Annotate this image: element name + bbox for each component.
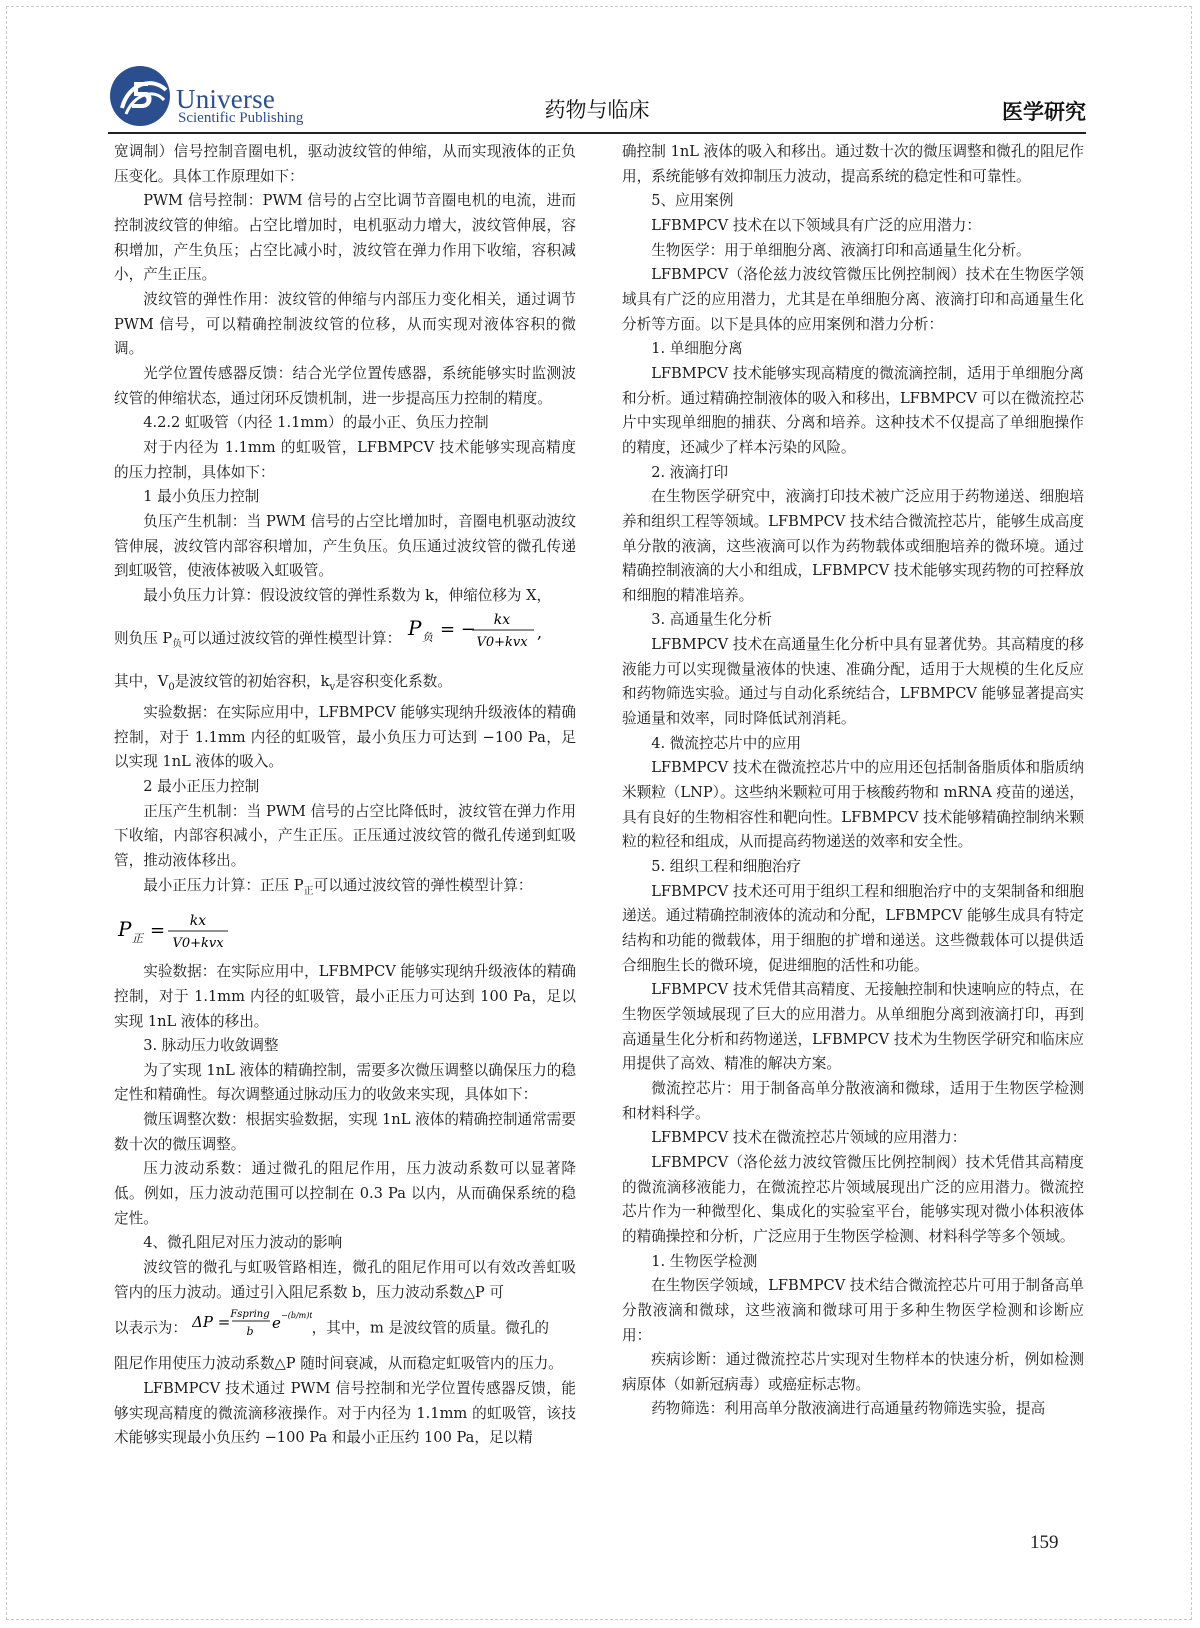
svg-text:,: ,	[536, 623, 542, 643]
paragraph: 确控制 1nL 液体的吸入和移出。通过数十次的微压调整和微孔的阻尼作用，系统能够有效抑制压力波动，提高系统的稳定性和可靠性。	[622, 143, 1084, 185]
formula-exp-power: −(b/m)t	[280, 1311, 312, 1321]
paragraph: LFBMPCV 技术在微流控芯片领域的应用潜力：	[651, 1129, 967, 1147]
formula-operator: = −	[439, 619, 476, 641]
text-run: 以表示为：	[114, 1319, 187, 1337]
formula-exp-base: e	[271, 1314, 281, 1333]
paragraph: 压力波动系数：通过微孔的阻尼作用，压力波动系数可以显著降低。例如，压力波动范围可以控制在 0.3 Pa 以内，从而确保系统的稳定性。	[114, 1160, 576, 1227]
paragraph	[114, 874, 576, 905]
formula-denominator: b	[246, 1325, 254, 1339]
formula-numerator: kx	[189, 913, 207, 930]
formula-denominator: V0+kvx	[172, 936, 224, 952]
text-run: 可以通过波纹管的弹性模型计算：	[182, 630, 402, 648]
paragraph: 疾病诊断：通过微流控芯片实现对生物样本的快速分析，例如检测病原体（如新冠病毒）或癌症标志物。	[622, 1351, 1084, 1393]
logo-subtitle: Scientific Publishing	[178, 110, 304, 126]
paragraph: 药物筛选：利用高单分散液滴进行高通量药物筛选实验，提高	[651, 1400, 1046, 1418]
paragraph: LFBMPCV 技术在微流控芯片中的应用还包括制备脂质体和脂质纳米颗粒（LNP）。这些纳米颗粒可用于核酸药物和 mRNA 疫苗的递送，具有良好的生物相容性和靶向性。LFBMPCV 技术能够精确控制纳米颗粒的粒径和组成，从而提高药物递送的效率和安全性。	[622, 759, 1084, 851]
subscript: v	[329, 682, 336, 694]
paragraph: PWM 信号控制：PWM 信号的占空比调节音圈电机的电流，进而控制波纹管的伸缩。占空比增加时，电机驱动力增大，波纹管伸展，容积增加，产生负压；占空比减小时，波纹管在弹力作用下收缩，容积减小，产生正压。	[114, 192, 576, 284]
paragraph: 生物医学：用于单细胞分离、液滴打印和高通量生化分析。	[651, 241, 1031, 259]
item-heading: 1 最小负压力控制	[143, 488, 260, 506]
text-run: 是容积变化系数。	[335, 673, 452, 691]
paragraph	[114, 670, 576, 701]
paragraph: 波纹管的微孔与虹吸管路相连，微孔的阻尼作用可以有效改善虹吸管内的压力波动。通过引入阻尼系数 b，压力波动系数△P 可	[114, 1259, 576, 1301]
formula-operator: =	[150, 920, 166, 942]
text-run: 其中，V	[114, 673, 169, 691]
positive-pressure-formula	[116, 908, 576, 954]
paragraph: 实验数据：在实际应用中，LFBMPCV 能够实现纳升级液体的精确控制，对于 1.1mm 内径的虹吸管，最小负压力可达到 −100 Pa，足以实现 1nL 液体的吸入。	[114, 704, 576, 771]
section-label: 医学研究	[1002, 100, 1086, 124]
text-run: ，其中，m 是波纹管的质量。微孔的	[311, 1319, 550, 1337]
section-heading: 5、应用案例	[651, 192, 734, 210]
negative-pressure-formula	[406, 608, 556, 670]
paragraph: LFBMPCV 技术还可用于组织工程和细胞治疗中的支架制备和细胞递送。通过精确控制液体的流动和分配，LFBMPCV 能够生成具有特定结构和功能的微载体，用于细胞的扩增和递送。这些微载体可以提供适合细胞生长的微环境，促进细胞的活性和功能。	[622, 882, 1084, 974]
paragraph: 正压产生机制：当 PWM 信号的占空比降低时，波纹管在弹力作用下收缩，内部容积减小，产生正压。正压通过波纹管的微孔传递到虹吸管，推动液体移出。	[114, 802, 576, 869]
page-header	[108, 62, 1086, 134]
paragraph: 对于内径为 1.1mm 的虹吸管，LFBMPCV 技术能够实现高精度的压力控制，具体如下：	[114, 438, 576, 481]
item-heading: 5. 组织工程和细胞治疗	[651, 858, 802, 876]
logo-name: Universe	[176, 84, 276, 114]
paragraph: 在生物医学领域，LFBMPCV 技术结合微流控芯片可用于制备高单分散液滴和微球，这些液滴和微球可用于多种生物医学检测和诊断应用：	[622, 1277, 1084, 1344]
paragraph: 在生物医学研究中，液滴打印技术被广泛应用于药物递送、细胞培养和组织工程等领域。LFBMPCV 技术结合微流控芯片，能够生成高度单分散的液滴，这些液滴可以作为药物载体或细胞培养的微环境。通过精确控制液滴的大小和组成，LFBMPCV 技术能够实现药物的可控释放和细胞的精准培养。	[622, 488, 1084, 604]
paragraph: 最小负压力计算：假设波纹管的弹性系数为 k，伸缩位移为 X，	[143, 586, 552, 604]
paragraph-with-formula	[114, 1305, 576, 1352]
formula-denominator: V0+kvx	[476, 635, 528, 651]
paragraph-with-formula	[114, 608, 576, 670]
formula-symbol: P	[407, 616, 422, 641]
item-heading: 1. 生物医学检测	[651, 1252, 758, 1270]
text-run: 则负压 P	[114, 630, 173, 648]
item-heading: 4. 微流控芯片中的应用	[651, 734, 802, 752]
paragraph: 负压产生机制：当 PWM 信号的占空比增加时，音圈电机驱动波纹管伸展，波纹管内部容积增加，产生负压。负压通过波纹管的微孔传递到虹吸管，使液体被吸入虹吸管。	[114, 512, 576, 580]
paragraph: LFBMPCV 技术通过 PWM 信号控制和光学位置传感器反馈，能够实现高精度的微流滴移液操作。对于内径为 1.1mm 的虹吸管，该技术能够实现最小负压约 −100 Pa 和最小正压约 100 Pa，足以精	[114, 1380, 576, 1447]
paragraph: 为了实现 1nL 液体的精确控制，需要多次微压调整以确保压力的稳定性和精确性。每次调整通过脉动压力的收敛来实现，具体如下：	[114, 1061, 576, 1104]
text-run: 是波纹管的初始容积，k	[174, 673, 330, 691]
journal-title: 药物与临床	[544, 98, 650, 122]
subsection-heading: 4.2.2 虹吸管（内径 1.1mm）的最小正、负压力控制	[143, 414, 489, 432]
paragraph: 光学位置传感器反馈：结合光学位置传感器，系统能够实时监测波纹管的伸缩状态，通过闭环反馈机制，进一步提高压力控制的精度。	[114, 364, 576, 407]
item-heading: 2 最小正压力控制	[143, 778, 260, 795]
paragraph: LFBMPCV 技术能够实现高精度的微流滴控制，适用于单细胞分离和分析。通过精确控制液体的吸入和移出，LFBMPCV 可以在微流控芯片中实现单细胞的捕获、分离和培养。这种技术不仅提高了单细胞操作的精度，还减少了样本污染的风险。	[622, 364, 1084, 456]
subscript: 负	[172, 639, 183, 651]
page-number: 159	[1030, 1532, 1059, 1553]
item-heading: 4、微孔阻尼对压力波动的影响	[143, 1234, 343, 1252]
paragraph: 波纹管的弹性作用：波纹管的伸缩与内部压力变化相关，通过调节 PWM 信号，可以精确控制波纹管的位移，从而实现对液体容积的微调。	[114, 290, 576, 358]
left-column	[114, 140, 576, 1451]
item-heading: 1. 单细胞分离	[651, 340, 743, 358]
text-run: 最小正压力计算：正压 P	[143, 876, 304, 894]
paragraph: LFBMPCV（洛伦兹力波纹管微压比例控制阀）技术在生物医学领域具有广泛的应用潜力，尤其是在单细胞分离、液滴打印和高通量生化分析等方面。以下是具体的应用案例和潜力分析：	[622, 266, 1084, 333]
pressure-fluctuation-formula	[192, 1305, 312, 1352]
formula-numerator: kx	[493, 612, 511, 629]
text-run: 可以通过波纹管的弹性模型计算：	[313, 876, 533, 894]
formula-subscript: 正	[132, 932, 143, 946]
subscript: 正	[303, 885, 314, 897]
formula-numerator: Fspring	[229, 1309, 270, 1321]
item-heading: 2. 液滴打印	[651, 463, 729, 481]
item-heading: 3. 脉动压力收敛调整	[143, 1037, 279, 1055]
paragraph: 微流控芯片：用于制备高单分散液滴和微球，适用于生物医学检测和材料科学。	[622, 1079, 1084, 1122]
paragraph: 宽调制）信号控制音圈电机，驱动波纹管的伸缩，从而实现液体的正负压变化。具体工作原理如下：	[114, 143, 576, 185]
item-heading: 3. 高通量生化分析	[651, 611, 772, 629]
paragraph: LFBMPCV 技术在以下领域具有广泛的应用潜力：	[651, 216, 981, 234]
formula-symbol: P	[118, 917, 132, 942]
paragraph: 微压调整次数：根据实验数据，实现 1nL 液体的精确控制通常需要数十次的微压调整。	[114, 1111, 576, 1153]
paragraph: LFBMPCV 技术凭借其高精度、无接触控制和快速响应的特点，在生物医学领域展现了巨大的应用潜力。从单细胞分离到液滴打印，再到高通量生化分析和药物递送，LFBMPCV 技术为生物医学研究和临床应用提供了高效、精准的解决方案。	[622, 981, 1084, 1073]
paragraph: LFBMPCV 技术在高通量生化分析中具有显著优势。其高精度的移液能力可以实现微量液体的快速、准确分配，适用于大规模的生化反应和药物筛选实验。通过与自动化系统结合，LFBMPCV 能够显著提高实验通量和效率，同时降低试剂消耗。	[622, 636, 1084, 728]
paragraph: LFBMPCV（洛伦兹力波纹管微压比例控制阀）技术凭借其高精度的微流滴移液能力，在微流控芯片领域展现出广泛的应用潜力。微流控芯片作为一种微型化、集成化的实验室平台，能够实现对微小体积液体的精确操控和分析，广泛应用于生物医学检测、材料科学等多个领域。	[622, 1153, 1084, 1245]
subscript: 0	[168, 682, 175, 694]
paragraph: 实验数据：在实际应用中，LFBMPCV 能够实现纳升级液体的精确控制，对于 1.1mm 内径的虹吸管，最小正压力可达到 100 Pa，足以实现 1nL 液体的移出。	[114, 963, 576, 1030]
formula-lhs: ΔP =	[191, 1313, 230, 1332]
formula-subscript: 负	[421, 631, 433, 645]
paragraph: 阻尼作用使压力波动系数△P 随时间衰减，从而稳定虹吸管内的压力。	[114, 1355, 563, 1373]
right-column	[622, 140, 1084, 1422]
